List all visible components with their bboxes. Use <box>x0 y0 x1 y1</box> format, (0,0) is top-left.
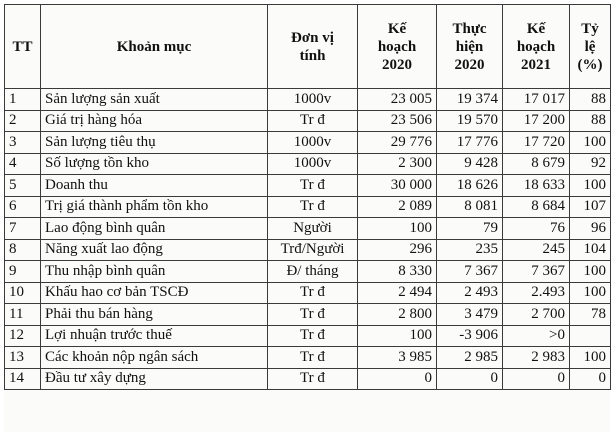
cell-plan-2020: 23 005 <box>358 89 437 111</box>
table-row <box>5 368 611 390</box>
header-tt: TT <box>5 5 41 89</box>
cell-item: Trị giá thành phẩm tồn kho <box>41 196 268 218</box>
cell-tt: 14 <box>5 368 41 390</box>
cell-plan-2021: 0 <box>503 368 570 390</box>
cell-ratio: 100 <box>570 261 611 283</box>
cell-ratio: 100 <box>570 175 611 197</box>
cell-item: Doanh thu <box>41 175 268 197</box>
cell-plan-2021: 17 200 <box>503 110 570 132</box>
cell-plan-2021: 7 367 <box>503 261 570 283</box>
header-item: Khoản mục <box>41 5 268 89</box>
cell-plan-2021: 2 700 <box>503 304 570 326</box>
document-page <box>4 4 610 432</box>
cell-ratio: 107 <box>570 196 611 218</box>
cell-actual-2020: 9 428 <box>437 153 503 175</box>
cell-item: Số lượng tồn kho <box>41 153 268 175</box>
cell-plan-2020: 100 <box>358 325 437 347</box>
table-row <box>5 218 611 240</box>
header-ratio: Tỷ lệ (%) <box>570 5 611 89</box>
cell-plan-2021: 17 017 <box>503 89 570 111</box>
cell-plan-2020: 29 776 <box>358 132 437 154</box>
cell-ratio <box>570 325 611 347</box>
header-row <box>5 5 611 89</box>
cell-unit: Tr đ <box>268 347 358 369</box>
table-row <box>5 282 611 304</box>
cell-tt: 11 <box>5 304 41 326</box>
cell-tt: 8 <box>5 239 41 261</box>
cell-tt: 13 <box>5 347 41 369</box>
cell-item: Các khoản nộp ngân sách <box>41 347 268 369</box>
cell-actual-2020: 19 570 <box>437 110 503 132</box>
table-row <box>5 304 611 326</box>
header-actual-2020: Thực hiện 2020 <box>437 5 503 89</box>
cell-item: Đầu tư xây dựng <box>41 368 268 390</box>
header-unit: Đơn vị tính <box>268 5 358 89</box>
cell-item: Lao động bình quân <box>41 218 268 240</box>
cell-unit: 1000v <box>268 89 358 111</box>
cell-unit: Tr đ <box>268 282 358 304</box>
table-row <box>5 325 611 347</box>
cell-plan-2020: 100 <box>358 218 437 240</box>
cell-ratio: 88 <box>570 110 611 132</box>
cell-actual-2020: 235 <box>437 239 503 261</box>
cell-ratio: 0 <box>570 368 611 390</box>
cell-ratio: 96 <box>570 218 611 240</box>
cell-plan-2020: 2 494 <box>358 282 437 304</box>
cell-actual-2020: 17 776 <box>437 132 503 154</box>
cell-plan-2021: 8 684 <box>503 196 570 218</box>
cell-actual-2020: 0 <box>437 368 503 390</box>
cell-tt: 10 <box>5 282 41 304</box>
cell-item: Khấu hao cơ bản TSCĐ <box>41 282 268 304</box>
cell-item: Thu nhập bình quân <box>41 261 268 283</box>
cell-tt: 12 <box>5 325 41 347</box>
cell-tt: 1 <box>5 89 41 111</box>
table-row <box>5 261 611 283</box>
cell-ratio: 100 <box>570 132 611 154</box>
cell-plan-2020: 0 <box>358 368 437 390</box>
cell-item: Phải thu bán hàng <box>41 304 268 326</box>
business-results-table <box>4 4 611 390</box>
cell-plan-2020: 23 506 <box>358 110 437 132</box>
cell-tt: 3 <box>5 132 41 154</box>
cell-unit: Trđ/Người <box>268 239 358 261</box>
cell-unit: Tr đ <box>268 196 358 218</box>
cell-ratio: 100 <box>570 347 611 369</box>
cell-plan-2021: 245 <box>503 239 570 261</box>
cell-actual-2020: -3 906 <box>437 325 503 347</box>
cell-plan-2020: 30 000 <box>358 175 437 197</box>
cell-actual-2020: 19 374 <box>437 89 503 111</box>
cell-item: Sản lượng tiêu thụ <box>41 132 268 154</box>
cell-plan-2021: 18 633 <box>503 175 570 197</box>
cell-plan-2021: >0 <box>503 325 570 347</box>
cell-actual-2020: 3 479 <box>437 304 503 326</box>
cell-unit: 1000v <box>268 153 358 175</box>
cell-tt: 9 <box>5 261 41 283</box>
cell-plan-2020: 2 089 <box>358 196 437 218</box>
table-row <box>5 89 611 111</box>
cell-unit: 1000v <box>268 132 358 154</box>
cell-ratio: 100 <box>570 282 611 304</box>
cell-plan-2020: 2 300 <box>358 153 437 175</box>
cell-unit: Tr đ <box>268 325 358 347</box>
cell-tt: 5 <box>5 175 41 197</box>
cell-plan-2020: 2 800 <box>358 304 437 326</box>
table-row <box>5 110 611 132</box>
cell-actual-2020: 79 <box>437 218 503 240</box>
cell-ratio: 78 <box>570 304 611 326</box>
cell-unit: Tr đ <box>268 368 358 390</box>
cell-plan-2021: 2 983 <box>503 347 570 369</box>
cell-plan-2021: 8 679 <box>503 153 570 175</box>
cell-unit: Tr đ <box>268 304 358 326</box>
header-plan-2021: Kế hoạch 2021 <box>503 5 570 89</box>
table-row <box>5 132 611 154</box>
cell-actual-2020: 18 626 <box>437 175 503 197</box>
cell-item: Giá trị hàng hóa <box>41 110 268 132</box>
cell-tt: 2 <box>5 110 41 132</box>
cell-actual-2020: 2 493 <box>437 282 503 304</box>
table-row <box>5 196 611 218</box>
cell-unit: Người <box>268 218 358 240</box>
header-plan-2020: Kế hoạch 2020 <box>358 5 437 89</box>
cell-item: Năng xuất lao động <box>41 239 268 261</box>
table-body <box>5 89 611 390</box>
cell-tt: 4 <box>5 153 41 175</box>
cell-tt: 6 <box>5 196 41 218</box>
cell-unit: Tr đ <box>268 175 358 197</box>
cell-plan-2020: 296 <box>358 239 437 261</box>
table-row <box>5 153 611 175</box>
cell-item: Lợi nhuận trước thuế <box>41 325 268 347</box>
cell-actual-2020: 7 367 <box>437 261 503 283</box>
cell-ratio: 92 <box>570 153 611 175</box>
cell-plan-2021: 17 720 <box>503 132 570 154</box>
table-row <box>5 239 611 261</box>
cell-plan-2020: 3 985 <box>358 347 437 369</box>
cell-unit: Tr đ <box>268 110 358 132</box>
cell-ratio: 88 <box>570 89 611 111</box>
cell-unit: Đ/ tháng <box>268 261 358 283</box>
cell-actual-2020: 8 081 <box>437 196 503 218</box>
cell-plan-2021: 2.493 <box>503 282 570 304</box>
table-row <box>5 347 611 369</box>
cell-tt: 7 <box>5 218 41 240</box>
table-row <box>5 175 611 197</box>
cell-plan-2020: 8 330 <box>358 261 437 283</box>
cell-ratio: 104 <box>570 239 611 261</box>
cell-actual-2020: 2 985 <box>437 347 503 369</box>
cell-plan-2021: 76 <box>503 218 570 240</box>
cell-item: Sản lượng sản xuất <box>41 89 268 111</box>
